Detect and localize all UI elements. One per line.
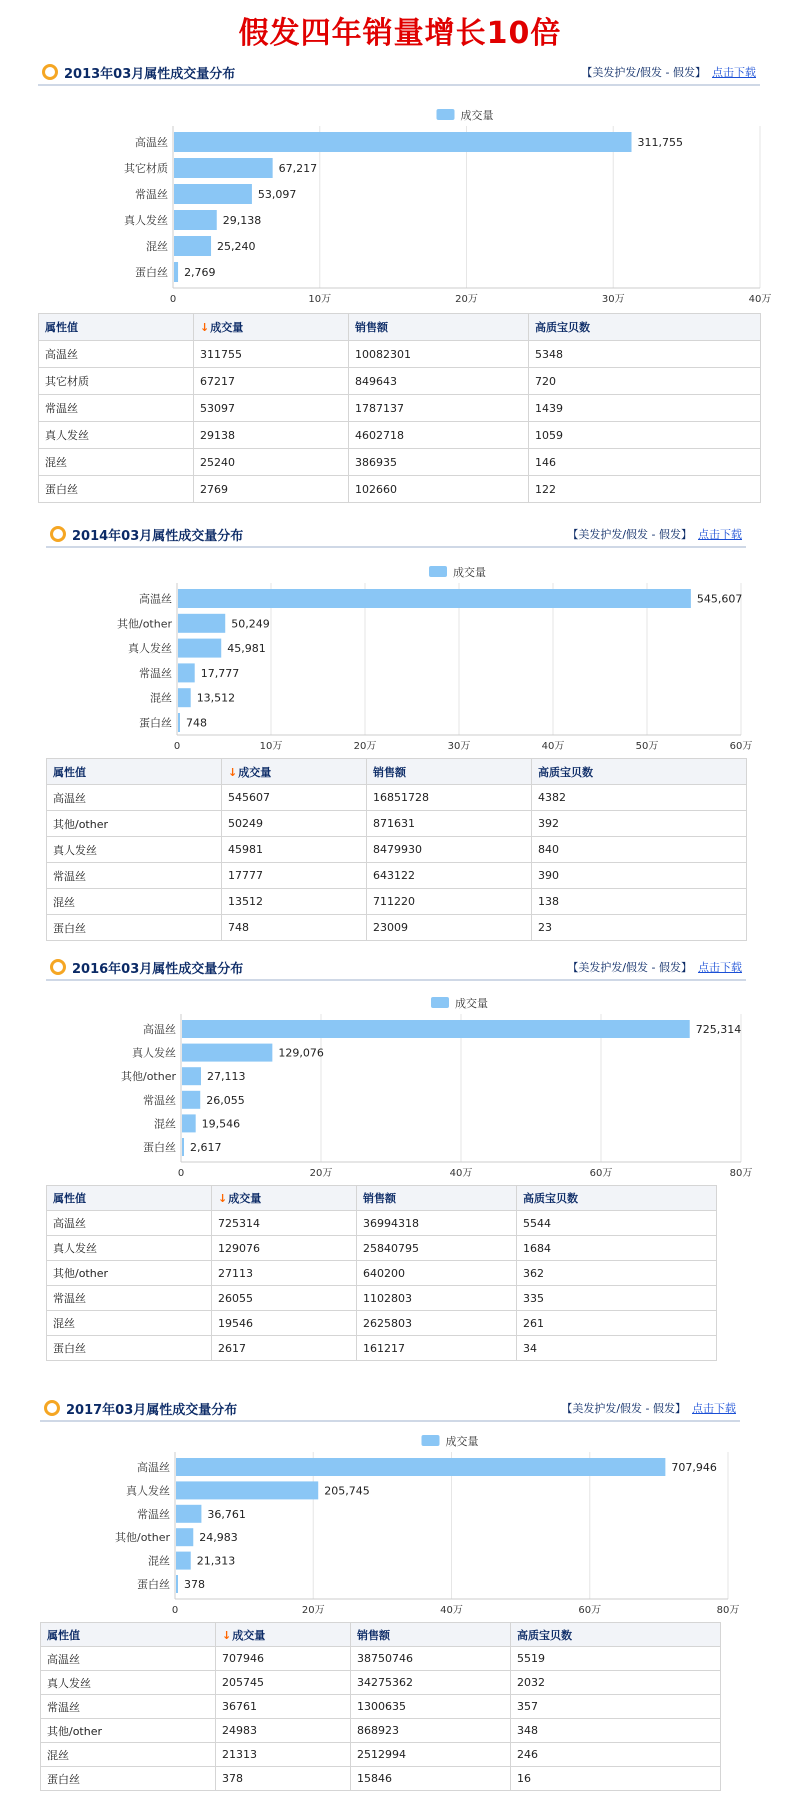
table-cell: 常温丝 (47, 1286, 212, 1311)
value-label: 707,946 (671, 1461, 717, 1474)
bar (176, 1552, 191, 1570)
table-cell: 高温丝 (47, 1211, 212, 1236)
value-label: 17,777 (200, 666, 240, 680)
bar-chart (46, 955, 753, 1182)
column-header[interactable]: 属性值 (39, 314, 194, 341)
table-cell: 25840795 (357, 1236, 517, 1261)
value-label: 45,981 (227, 642, 266, 656)
column-header[interactable]: 销售额 (351, 1623, 511, 1647)
legend-swatch (437, 109, 455, 120)
table-cell: 335 (517, 1286, 717, 1311)
table-cell: 其它材质 (39, 368, 194, 395)
table-cell: 362 (517, 1261, 717, 1286)
table-cell: 1059 (529, 422, 761, 449)
x-tick-label: 60万 (578, 1605, 602, 1616)
table-cell: 138 (532, 889, 747, 915)
table-row (39, 368, 761, 395)
table-cell: 122 (529, 476, 761, 503)
x-tick-label: 40万 (440, 1605, 463, 1616)
category-label: 蛋白丝 (135, 266, 168, 279)
category-label: 蛋白丝 (143, 1141, 176, 1154)
table-cell: 5519 (511, 1647, 721, 1671)
value-label: 13,512 (196, 691, 236, 705)
x-tick-label: 30万 (447, 741, 471, 752)
table-cell: 15846 (351, 1767, 511, 1791)
category-label: 真人发丝 (128, 642, 172, 656)
table-row (47, 1261, 717, 1286)
x-tick-label: 80万 (729, 1168, 753, 1179)
sort-down-icon: ↓ (218, 1192, 228, 1205)
category-label: 高温丝 (135, 136, 168, 149)
category-label: 【美发护发/假发 - 假发】 (567, 961, 692, 974)
x-tick-label: 40万 (449, 1168, 473, 1179)
table-cell: 261 (517, 1311, 717, 1336)
table-cell: 常温丝 (47, 863, 222, 889)
table-cell: 707946 (216, 1647, 351, 1671)
table-cell: 129076 (212, 1236, 357, 1261)
table-cell: 34 (517, 1336, 717, 1361)
table-cell: 17777 (222, 863, 367, 889)
x-tick-label: 80万 (716, 1605, 740, 1616)
table-cell: 25240 (194, 449, 349, 476)
table-cell: 4602718 (349, 422, 529, 449)
table-row (41, 1767, 721, 1791)
category-label: 【美发护发/假发 - 假发】 (567, 528, 692, 541)
table-cell: 混丝 (39, 449, 194, 476)
bar (182, 1138, 184, 1156)
bar (178, 614, 225, 633)
column-header[interactable]: 销售额 (349, 314, 529, 341)
legend-swatch (431, 997, 449, 1008)
table-cell: 常温丝 (39, 395, 194, 422)
table-cell: 1439 (529, 395, 761, 422)
x-tick-label: 0 (169, 294, 177, 305)
table-row (47, 1236, 717, 1261)
bar (176, 1505, 201, 1523)
download-link[interactable]: 点击下载 (712, 66, 756, 79)
column-header[interactable]: 销售额 (357, 1186, 517, 1211)
value-label: 36,761 (207, 1507, 246, 1521)
bar (182, 1044, 272, 1062)
table-cell: 16 (511, 1767, 721, 1791)
bar (174, 184, 252, 204)
value-label: 21,313 (196, 1554, 236, 1568)
category-label: 常温丝 (143, 1093, 176, 1107)
x-tick-label: 60万 (729, 741, 753, 752)
table-cell: 29138 (194, 422, 349, 449)
category-label: 蛋白丝 (137, 1578, 170, 1591)
bar (176, 1575, 178, 1593)
page-title: 假发四年销量增长10倍 (238, 16, 562, 51)
table-cell: 102660 (349, 476, 529, 503)
table-cell: 高温丝 (41, 1647, 216, 1671)
table-cell: 4382 (532, 785, 747, 811)
table-cell: 其他/other (41, 1719, 216, 1743)
legend-swatch (422, 1435, 440, 1446)
category-label: 【美发护发/假发 - 假发】 (561, 1402, 686, 1415)
table-cell: 34275362 (351, 1671, 511, 1695)
x-tick-label: 20万 (301, 1605, 325, 1616)
table-row (47, 863, 747, 889)
x-tick-label: 30万 (601, 294, 625, 305)
bar (174, 158, 273, 178)
data-table (46, 1185, 717, 1361)
category-label: 混丝 (150, 691, 172, 705)
table-cell: 711220 (367, 889, 532, 915)
bar (182, 1114, 196, 1132)
category-label: 混丝 (154, 1117, 176, 1131)
x-tick-label: 0 (171, 1605, 179, 1616)
table-cell: 其他/other (47, 811, 222, 837)
table-cell: 常温丝 (41, 1695, 216, 1719)
table-row (47, 837, 747, 863)
table-cell: 5348 (529, 341, 761, 368)
bar (182, 1091, 200, 1109)
value-label: 27,113 (206, 1070, 246, 1084)
category-label: 混丝 (148, 1554, 170, 1568)
table-header-row (47, 1186, 717, 1211)
table-row (39, 476, 761, 503)
value-label: 545,607 (696, 592, 743, 606)
table-cell: 36761 (216, 1695, 351, 1719)
table-row (39, 395, 761, 422)
value-label: 53,097 (257, 188, 297, 201)
table-cell: 21313 (216, 1743, 351, 1767)
table-row (41, 1671, 721, 1695)
table-cell: 其他/other (47, 1261, 212, 1286)
table-cell: 357 (511, 1695, 721, 1719)
table-cell: 真人发丝 (47, 1236, 212, 1261)
table-cell: 67217 (194, 368, 349, 395)
table-cell: 27113 (212, 1261, 357, 1286)
table-row (47, 915, 747, 941)
category-label: 真人发丝 (126, 1484, 170, 1498)
category-label: 蛋白丝 (139, 716, 172, 730)
table-row (41, 1647, 721, 1671)
table-cell: 640200 (357, 1261, 517, 1286)
category-label: 高温丝 (139, 592, 172, 606)
table-cell: 161217 (357, 1336, 517, 1361)
bar-chart (46, 522, 753, 755)
table-cell: 8479930 (367, 837, 532, 863)
table-cell: 38750746 (351, 1647, 511, 1671)
table-row (41, 1695, 721, 1719)
sort-down-icon: ↓ (200, 321, 210, 334)
table-cell: 蛋白丝 (39, 476, 194, 503)
value-label: 129,076 (278, 1046, 324, 1060)
x-tick-label: 10万 (308, 294, 332, 305)
value-label: 748 (186, 716, 207, 730)
x-tick-label: 0 (177, 1168, 185, 1179)
table-cell: 真人发丝 (41, 1671, 216, 1695)
table-cell: 26055 (212, 1286, 357, 1311)
column-header[interactable]: ↓成交量 (216, 1623, 351, 1647)
table-cell: 2617 (212, 1336, 357, 1361)
table-row (39, 422, 761, 449)
column-header[interactable]: 属性值 (47, 1186, 212, 1211)
value-label: 29,138 (222, 214, 262, 227)
table-cell: 高温丝 (47, 785, 222, 811)
legend-label: 成交量 (460, 109, 494, 122)
table-cell: 1102803 (357, 1286, 517, 1311)
value-label: 2,769 (184, 266, 216, 279)
bar (174, 236, 211, 256)
table-cell: 386935 (349, 449, 529, 476)
value-label: 205,745 (324, 1484, 370, 1498)
bar (176, 1481, 318, 1499)
table-cell: 378 (216, 1767, 351, 1791)
x-tick-label: 20万 (309, 1168, 333, 1179)
table-cell: 53097 (194, 395, 349, 422)
table-cell: 蛋白丝 (47, 915, 222, 941)
table-header-row (47, 759, 747, 785)
column-header[interactable]: 高质宝贝数 (517, 1186, 717, 1211)
table-cell: 545607 (222, 785, 367, 811)
table-cell: 高温丝 (39, 341, 194, 368)
column-header[interactable]: ↓成交量 (194, 314, 349, 341)
table-cell: 36994318 (357, 1211, 517, 1236)
table-cell: 混丝 (47, 1311, 212, 1336)
table-header-row (39, 314, 761, 341)
table-row (41, 1743, 721, 1767)
sort-down-icon: ↓ (222, 1628, 232, 1642)
data-table (40, 1622, 721, 1791)
column-header[interactable]: 高质宝贝数 (529, 314, 761, 341)
data-table (38, 313, 761, 503)
download-link[interactable]: 点击下载 (698, 961, 742, 974)
x-tick-label: 20万 (455, 294, 478, 305)
column-header[interactable]: 属性值 (47, 759, 222, 785)
category-label: 混丝 (146, 240, 168, 253)
table-cell: 5544 (517, 1211, 717, 1236)
value-label: 50,249 (231, 617, 270, 631)
category-label: 真人发丝 (124, 214, 168, 227)
x-tick-label: 10万 (259, 741, 283, 752)
bar (182, 1067, 201, 1085)
table-row (47, 1311, 717, 1336)
value-label: 26,055 (206, 1093, 245, 1107)
table-row (47, 1336, 717, 1361)
table-cell: 2512994 (351, 1743, 511, 1767)
table-cell: 2032 (511, 1671, 721, 1695)
legend-label: 成交量 (455, 997, 488, 1010)
table-cell: 24983 (216, 1719, 351, 1743)
table-cell: 混丝 (41, 1743, 216, 1767)
category-label: 其他/other (116, 617, 172, 631)
section-title: 2016年03月属性成交量分布 (72, 962, 244, 977)
column-header[interactable]: ↓成交量 (212, 1186, 357, 1211)
column-header[interactable]: 高质宝贝数 (511, 1623, 721, 1647)
table-cell: 50249 (222, 811, 367, 837)
table-row (47, 1211, 717, 1236)
value-label: 25,240 (217, 240, 256, 253)
table-cell: 1300635 (351, 1695, 511, 1719)
table-cell: 13512 (222, 889, 367, 915)
table-cell: 真人发丝 (39, 422, 194, 449)
table-row (41, 1719, 721, 1743)
column-header[interactable]: 属性值 (41, 1623, 216, 1647)
value-label: 311,755 (637, 136, 684, 149)
section-title: 2014年03月属性成交量分布 (72, 529, 244, 544)
table-cell: 205745 (216, 1671, 351, 1695)
table-cell: 混丝 (47, 889, 222, 915)
x-tick-label: 60万 (589, 1168, 613, 1179)
table-cell: 725314 (212, 1211, 357, 1236)
bar (174, 132, 632, 152)
table-cell: 蛋白丝 (41, 1767, 216, 1791)
bar (178, 639, 221, 658)
bar (178, 663, 195, 682)
x-tick-label: 40万 (541, 741, 565, 752)
legend-label: 成交量 (453, 566, 486, 579)
column-header[interactable]: 高质宝贝数 (532, 759, 747, 785)
table-row (47, 811, 747, 837)
table-cell: 849643 (349, 368, 529, 395)
table-row (39, 341, 761, 368)
category-label: 其他/other (114, 1531, 170, 1545)
table-cell: 蛋白丝 (47, 1336, 212, 1361)
category-label: 常温丝 (137, 1507, 170, 1521)
legend-swatch (429, 566, 447, 577)
bar (176, 1528, 193, 1546)
column-header[interactable]: ↓成交量 (222, 759, 367, 785)
table-cell: 871631 (367, 811, 532, 837)
table-cell: 1787137 (349, 395, 529, 422)
category-label: 其他/other (120, 1070, 176, 1084)
table-row (47, 785, 747, 811)
legend-label: 成交量 (445, 1435, 479, 1448)
category-label: 真人发丝 (132, 1046, 176, 1060)
bar (178, 589, 691, 608)
table-row (39, 449, 761, 476)
table-cell: 23 (532, 915, 747, 941)
column-header[interactable]: 销售额 (367, 759, 532, 785)
category-label: 高温丝 (137, 1461, 170, 1474)
table-cell: 868923 (351, 1719, 511, 1743)
category-label: 常温丝 (135, 188, 168, 201)
value-label: 725,314 (695, 1023, 742, 1036)
bar (174, 210, 217, 230)
bar (174, 262, 178, 282)
table-row (47, 889, 747, 915)
download-link[interactable]: 点击下载 (698, 528, 742, 541)
table-row (47, 1286, 717, 1311)
table-cell: 23009 (367, 915, 532, 941)
sort-down-icon: ↓ (228, 765, 238, 779)
table-cell: 19546 (212, 1311, 357, 1336)
x-tick-label: 0 (173, 741, 181, 752)
category-label: 【美发护发/假发 - 假发】 (581, 66, 706, 79)
table-cell: 643122 (367, 863, 532, 889)
value-label: 19,546 (201, 1117, 241, 1131)
table-cell: 真人发丝 (47, 837, 222, 863)
x-tick-label: 50万 (635, 741, 659, 752)
section-title: 2017年03月属性成交量分布 (66, 1403, 238, 1418)
bar-chart (40, 1396, 740, 1619)
section-title: 2013年03月属性成交量分布 (64, 67, 236, 82)
table-cell: 2625803 (357, 1311, 517, 1336)
bar (176, 1458, 665, 1476)
data-table (46, 758, 747, 941)
table-cell: 311755 (194, 341, 349, 368)
value-label: 2,617 (190, 1141, 222, 1154)
value-label: 378 (184, 1578, 205, 1591)
bar (178, 688, 191, 707)
table-cell: 246 (511, 1743, 721, 1767)
value-label: 24,983 (199, 1531, 238, 1545)
table-cell: 16851728 (367, 785, 532, 811)
bar (178, 713, 180, 732)
x-tick-label: 40万 (748, 294, 772, 305)
table-cell: 2769 (194, 476, 349, 503)
table-cell: 348 (511, 1719, 721, 1743)
table-cell: 840 (532, 837, 747, 863)
category-label: 常温丝 (139, 666, 172, 680)
table-cell: 1684 (517, 1236, 717, 1261)
table-cell: 10082301 (349, 341, 529, 368)
bar-chart (38, 60, 772, 308)
category-label: 其它材质 (124, 162, 168, 175)
download-link[interactable]: 点击下载 (692, 1402, 736, 1415)
table-cell: 748 (222, 915, 367, 941)
table-cell: 146 (529, 449, 761, 476)
table-cell: 390 (532, 863, 747, 889)
table-cell: 45981 (222, 837, 367, 863)
table-cell: 392 (532, 811, 747, 837)
bar (182, 1020, 690, 1038)
table-cell: 720 (529, 368, 761, 395)
category-label: 高温丝 (143, 1023, 176, 1036)
value-label: 67,217 (278, 162, 318, 175)
x-tick-label: 20万 (353, 741, 377, 752)
table-header-row (41, 1623, 721, 1647)
